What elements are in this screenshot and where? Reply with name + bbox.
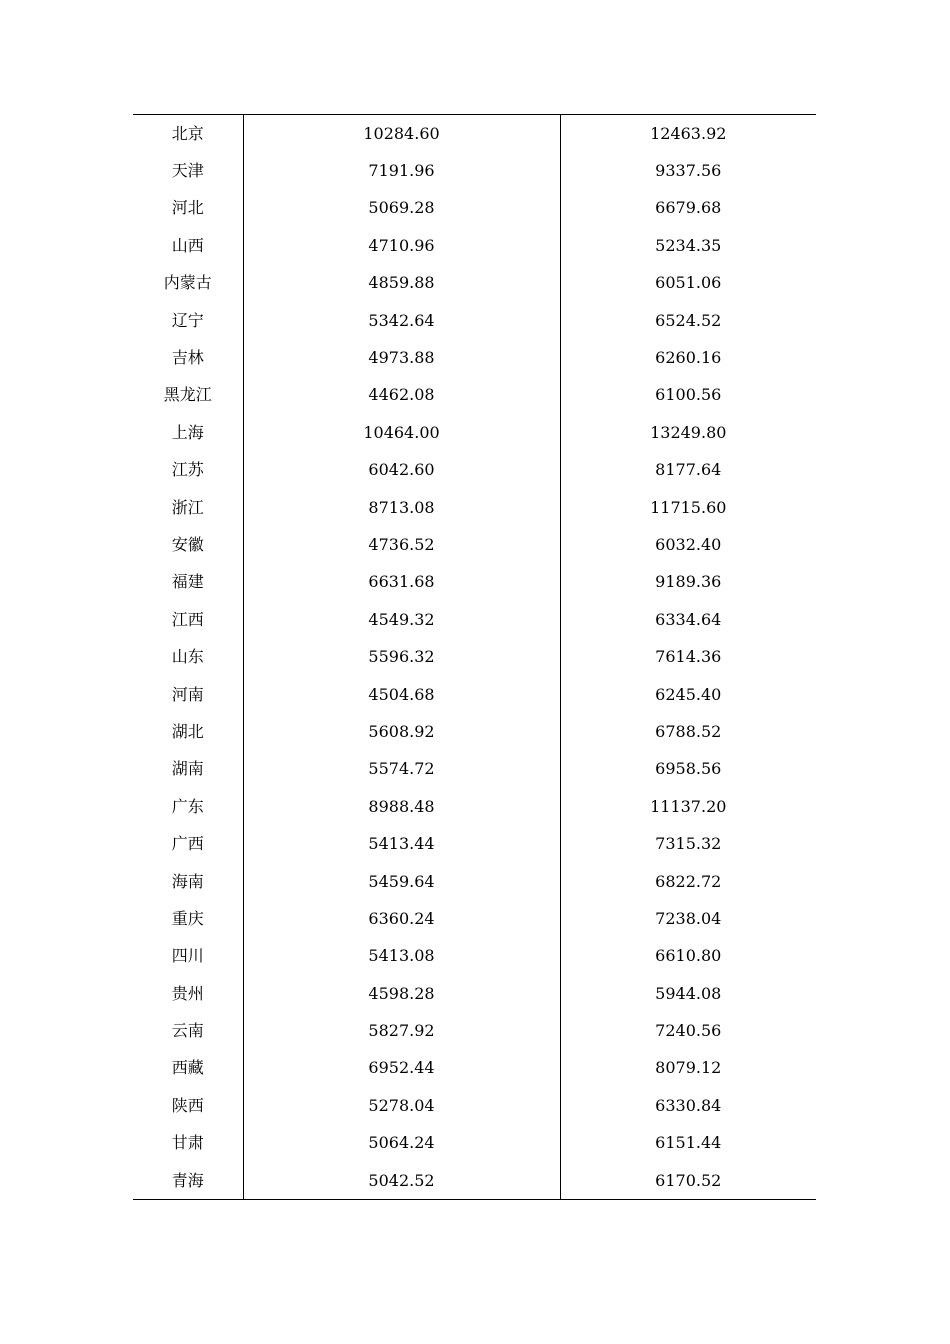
value-b-cell: 6958.56 bbox=[560, 751, 816, 788]
region-cell: 安徽 bbox=[171, 534, 204, 554]
table-row bbox=[133, 900, 816, 937]
value-a-cell: 10464.00 bbox=[243, 414, 560, 451]
value-b-cell: 6334.64 bbox=[560, 601, 816, 638]
region-cell: 吉林 bbox=[171, 348, 204, 368]
table-row bbox=[133, 751, 816, 788]
table-row bbox=[133, 788, 816, 825]
value-b-cell: 6245.40 bbox=[560, 676, 816, 713]
value-a-cell: 4973.88 bbox=[243, 339, 560, 376]
table-row bbox=[133, 564, 816, 601]
region-cell: 青海 bbox=[171, 1170, 204, 1190]
value-b-cell: 8177.64 bbox=[560, 452, 816, 489]
value-a-cell: 4504.68 bbox=[243, 676, 560, 713]
region-cell: 广西 bbox=[171, 834, 204, 854]
value-a-cell: 6042.60 bbox=[243, 452, 560, 489]
region-cell: 山东 bbox=[171, 647, 204, 667]
value-a-cell: 5413.44 bbox=[243, 825, 560, 862]
region-cell: 江西 bbox=[171, 609, 204, 629]
value-b-cell: 8079.12 bbox=[560, 1050, 816, 1087]
table-row bbox=[133, 227, 816, 264]
region-cell: 湖南 bbox=[171, 759, 204, 779]
value-a-cell: 5342.64 bbox=[243, 302, 560, 339]
value-b-cell: 11137.20 bbox=[560, 788, 816, 825]
value-b-cell: 6151.44 bbox=[560, 1125, 816, 1162]
region-cell: 湖北 bbox=[171, 721, 204, 741]
value-b-cell: 5234.35 bbox=[560, 227, 816, 264]
value-b-cell: 6032.40 bbox=[560, 526, 816, 563]
table-body bbox=[133, 115, 816, 1200]
table-row bbox=[133, 115, 816, 153]
value-a-cell: 5064.24 bbox=[243, 1125, 560, 1162]
table-row bbox=[133, 190, 816, 227]
value-a-cell: 8988.48 bbox=[243, 788, 560, 825]
table-row bbox=[133, 152, 816, 189]
table-row bbox=[133, 863, 816, 900]
value-a-cell: 8713.08 bbox=[243, 489, 560, 526]
value-b-cell: 7614.36 bbox=[560, 638, 816, 675]
value-a-cell: 5413.08 bbox=[243, 938, 560, 975]
value-a-cell: 6631.68 bbox=[243, 564, 560, 601]
region-cell: 黑龙江 bbox=[163, 385, 212, 405]
value-b-cell: 9189.36 bbox=[560, 564, 816, 601]
region-cell: 海南 bbox=[171, 871, 204, 891]
value-a-cell: 5278.04 bbox=[243, 1087, 560, 1124]
value-b-cell: 7315.32 bbox=[560, 825, 816, 862]
table-row bbox=[133, 452, 816, 489]
data-table bbox=[133, 114, 816, 1200]
table-row bbox=[133, 265, 816, 302]
region-cell: 云南 bbox=[171, 1021, 204, 1041]
region-cell: 广东 bbox=[171, 796, 204, 816]
value-a-cell: 5608.92 bbox=[243, 713, 560, 750]
table-row bbox=[133, 1162, 816, 1200]
value-a-cell: 5459.64 bbox=[243, 863, 560, 900]
value-a-cell: 4710.96 bbox=[243, 227, 560, 264]
value-a-cell: 10284.60 bbox=[243, 115, 560, 153]
value-b-cell: 11715.60 bbox=[560, 489, 816, 526]
table-row bbox=[133, 638, 816, 675]
region-cell: 江苏 bbox=[171, 460, 204, 480]
value-a-cell: 4549.32 bbox=[243, 601, 560, 638]
value-b-cell: 6822.72 bbox=[560, 863, 816, 900]
region-cell: 河南 bbox=[171, 684, 204, 704]
value-b-cell: 6679.68 bbox=[560, 190, 816, 227]
value-b-cell: 7240.56 bbox=[560, 1012, 816, 1049]
region-cell: 浙江 bbox=[171, 497, 204, 517]
table-row bbox=[133, 1012, 816, 1049]
value-b-cell: 7238.04 bbox=[560, 900, 816, 937]
table-row bbox=[133, 489, 816, 526]
value-b-cell: 6100.56 bbox=[560, 377, 816, 414]
region-cell: 陕西 bbox=[171, 1095, 204, 1115]
value-a-cell: 5042.52 bbox=[243, 1162, 560, 1200]
value-b-cell: 12463.92 bbox=[560, 115, 816, 153]
value-a-cell: 4462.08 bbox=[243, 377, 560, 414]
table-row bbox=[133, 302, 816, 339]
region-cell: 内蒙古 bbox=[163, 273, 212, 293]
region-cell: 天津 bbox=[171, 161, 204, 181]
region-cell: 上海 bbox=[171, 422, 204, 442]
table-row bbox=[133, 1125, 816, 1162]
region-cell: 山西 bbox=[171, 235, 204, 255]
region-cell: 四川 bbox=[171, 946, 204, 966]
table-row bbox=[133, 377, 816, 414]
table-row bbox=[133, 339, 816, 376]
region-cell: 重庆 bbox=[171, 908, 204, 928]
value-a-cell: 4736.52 bbox=[243, 526, 560, 563]
table-row bbox=[133, 676, 816, 713]
value-b-cell: 6524.52 bbox=[560, 302, 816, 339]
value-a-cell: 5574.72 bbox=[243, 751, 560, 788]
value-b-cell: 5944.08 bbox=[560, 975, 816, 1012]
table-row bbox=[133, 1050, 816, 1087]
region-cell: 贵州 bbox=[171, 983, 204, 1003]
value-a-cell: 6360.24 bbox=[243, 900, 560, 937]
value-a-cell: 4859.88 bbox=[243, 265, 560, 302]
value-a-cell: 6952.44 bbox=[243, 1050, 560, 1087]
value-a-cell: 5069.28 bbox=[243, 190, 560, 227]
region-cell: 西藏 bbox=[171, 1058, 204, 1078]
table-row bbox=[133, 526, 816, 563]
value-b-cell: 6330.84 bbox=[560, 1087, 816, 1124]
value-a-cell: 5596.32 bbox=[243, 638, 560, 675]
region-cell: 河北 bbox=[171, 198, 204, 218]
table-row bbox=[133, 1087, 816, 1124]
table-row bbox=[133, 975, 816, 1012]
table-row bbox=[133, 713, 816, 750]
value-a-cell: 5827.92 bbox=[243, 1012, 560, 1049]
table-row bbox=[133, 825, 816, 862]
region-cell: 北京 bbox=[171, 123, 204, 143]
value-b-cell: 13249.80 bbox=[560, 414, 816, 451]
region-cell: 甘肃 bbox=[171, 1133, 204, 1153]
region-cell: 福建 bbox=[171, 572, 204, 592]
value-b-cell: 6051.06 bbox=[560, 265, 816, 302]
value-b-cell: 6788.52 bbox=[560, 713, 816, 750]
table-row bbox=[133, 414, 816, 451]
table-row bbox=[133, 938, 816, 975]
value-b-cell: 6610.80 bbox=[560, 938, 816, 975]
table-row bbox=[133, 601, 816, 638]
value-b-cell: 6260.16 bbox=[560, 339, 816, 376]
region-cell: 辽宁 bbox=[171, 310, 204, 330]
value-b-cell: 9337.56 bbox=[560, 152, 816, 189]
value-a-cell: 7191.96 bbox=[243, 152, 560, 189]
value-a-cell: 4598.28 bbox=[243, 975, 560, 1012]
value-b-cell: 6170.52 bbox=[560, 1162, 816, 1200]
